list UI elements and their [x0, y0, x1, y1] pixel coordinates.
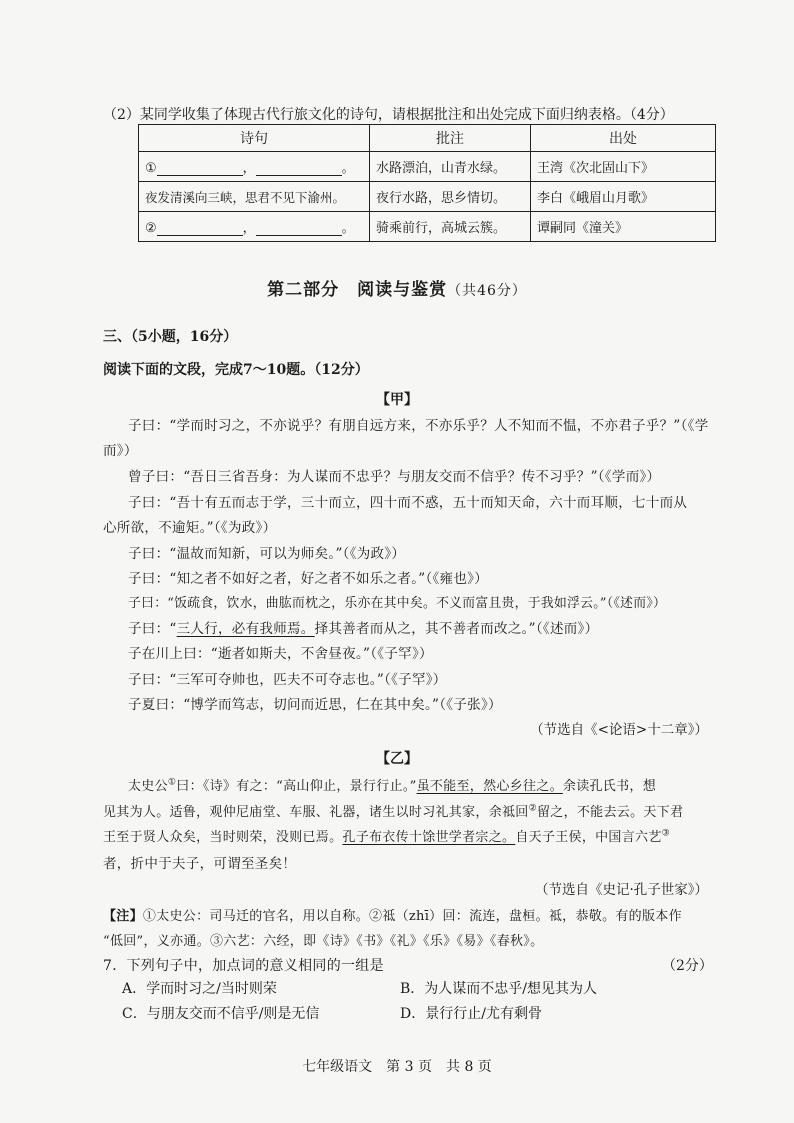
footnote-mark: ③	[661, 828, 670, 839]
yi-line	[128, 775, 656, 794]
note-line	[103, 905, 682, 924]
option-d[interactable]: D．景行行止/尤有剩骨	[400, 1006, 542, 1022]
note-cell: 骑乘前行，高城云簇。	[370, 212, 531, 242]
underlined-sentence: 三人行，必有我师焉。	[176, 621, 315, 637]
blank-line[interactable]	[157, 221, 243, 236]
poem-cell: 夜发清溪向三峡，思君不见下渝州。	[139, 182, 370, 212]
jia-line-underlined	[128, 617, 598, 637]
blank-line[interactable]	[157, 161, 243, 176]
part-title	[0, 275, 794, 300]
underlined-sentence: 虽不能至，然心乡往之。	[416, 779, 563, 794]
jia-line: 子曰：“三军可夺帅也，匹夫不可夺志也。”（《子罕》）	[128, 672, 447, 688]
jia-line: 子曰：“饭疏食，饮水，曲肱而枕之，乐亦在其中矣。不义而富且贵，于我如浮云。”（《述而》）	[128, 596, 667, 611]
yi-text: 自天子王侯，中国言六艺	[515, 830, 662, 845]
yi-line	[103, 801, 683, 820]
jia-line: 子夏曰：“博学而笃志，切问而近思，仁在其中矣。”（《子张》）	[128, 697, 502, 713]
blank-number: ②	[145, 221, 157, 236]
blank-line[interactable]	[256, 161, 342, 176]
option-c[interactable]: C．与朋友交而不信乎/则是无信	[122, 1006, 320, 1022]
yi-line	[103, 826, 670, 845]
yi-text: 太史公	[128, 779, 168, 794]
jia-line: 心所欲，不逾矩。”（《为政》）	[103, 520, 277, 536]
source-cell: 王湾《次北固山下》	[531, 152, 716, 182]
note-cell: 夜行水路，思乡情切。	[370, 182, 531, 212]
poem-blank-cell-2[interactable]	[139, 212, 370, 242]
footnote-mark: ②	[528, 803, 537, 814]
yi-text: 留之，不能去云。天下君	[536, 805, 684, 820]
jia-line: 子曰：“吾十有五而志于学，三十而立，四十而不惑，五十而知天命，六十而耳顺，七十而从	[128, 495, 688, 511]
note-label: 【注】	[103, 909, 143, 924]
part-score: （共46分）	[447, 283, 527, 299]
reading-instruction: 阅读下面的文段，完成7～10题。（12分）	[103, 362, 369, 378]
jia-line: 曾子曰：“吾日三省吾身：为人谋而不忠乎？与朋友交而不信乎？传不习乎？”（《学而》）	[128, 469, 661, 485]
passage-yi-label: 【乙】	[376, 751, 418, 767]
question-7-score: （2分）	[662, 958, 713, 974]
note-cell: 水路漂泊，山青水绿。	[370, 152, 531, 182]
jia-line: 子曰：“知之者不如好之者，好之者不如乐之者。”（《雍也》）	[128, 571, 489, 587]
question-7-stem: 7．下列句子中，加点词的意义相同的一组是	[103, 958, 384, 974]
table-header-row	[139, 125, 716, 152]
period: 。	[341, 161, 355, 176]
underlined-sentence: 孔子布衣传十馀世学者宗之。	[342, 830, 516, 845]
jia-line: 子在川上曰：“逝者如斯夫，不舍昼夜。”（《子罕》）	[128, 646, 433, 662]
note-line: “低回”，义亦通。③六艺：六经，即《诗》《书》《礼》《乐》《易》《春秋》。	[103, 934, 544, 949]
option-b[interactable]: B．为人谋而不忠乎/想见其为人	[400, 981, 598, 997]
yi-line: 者，折中于夫子，可谓至圣矣！	[103, 856, 297, 872]
note-text: ①太史公：司马迁的官名，用以自称。②祗（zhī）回：流连，盘桓。祗，恭敬。有的版本作	[142, 909, 682, 924]
blank-line[interactable]	[256, 221, 342, 236]
section-3-heading: 三、（5小题，16分）	[103, 329, 238, 345]
poem-table	[138, 124, 716, 242]
header-note: 批注	[370, 125, 531, 152]
question-2-prompt: （2）某同学收集了体现古代行旅文化的诗句，请根据批注和出处完成下面归纳表格。（4分）	[103, 107, 674, 123]
passage-jia-label: 【甲】	[376, 392, 418, 408]
period: 。	[341, 221, 355, 236]
yi-source: （节选自《史记·孔子世家》）	[534, 882, 708, 898]
jia-line-text: 子曰：“	[128, 621, 177, 637]
table-row	[139, 212, 716, 242]
jia-line: 而》）	[103, 443, 138, 459]
table-row	[139, 182, 716, 212]
header-poem: 诗句	[139, 125, 370, 152]
comma: ，	[242, 221, 256, 236]
jia-line: 子曰：“学而时习之，不亦说乎？有朋自远方来，不亦乐乎？人不知而不愠，不亦君子乎？”（《学	[128, 418, 709, 434]
yi-text: 王至于贤人众矣，当时则荣，没则已焉。	[103, 830, 343, 845]
option-a[interactable]: A．学而时习之/当时则荣	[122, 981, 277, 997]
blank-number: ①	[145, 161, 157, 176]
table-row	[139, 152, 716, 182]
header-source: 出处	[531, 125, 716, 152]
source-cell: 谭嗣同《潼关》	[531, 212, 716, 242]
yi-text: 曰：《诗》有之：“高山仰止，景行行止。”	[176, 779, 417, 794]
yi-text: 余读孔氏书，想	[562, 779, 656, 794]
page-footer: 七年级语文 第 3 页 共 8 页	[302, 1059, 492, 1075]
jia-source: （节选自《<论语>十二章》）	[530, 722, 708, 738]
footnote-mark: ①	[167, 777, 177, 788]
comma: ，	[242, 161, 256, 176]
source-cell: 李白《峨眉山月歌》	[531, 182, 716, 212]
part-title-text: 第二部分 阅读与鉴赏	[267, 280, 448, 300]
poem-blank-cell-1[interactable]	[139, 152, 370, 182]
jia-line-text: 择其善者而从之，其不善者而改之。”（《述而》）	[314, 621, 599, 637]
jia-line: 子曰：“温故而知新，可以为师矣。”（《为政》）	[128, 546, 406, 562]
yi-text: 见其为人。适鲁，观仲尼庙堂、车服、礼器，诸生以时习礼其家，余祗回	[103, 805, 529, 820]
